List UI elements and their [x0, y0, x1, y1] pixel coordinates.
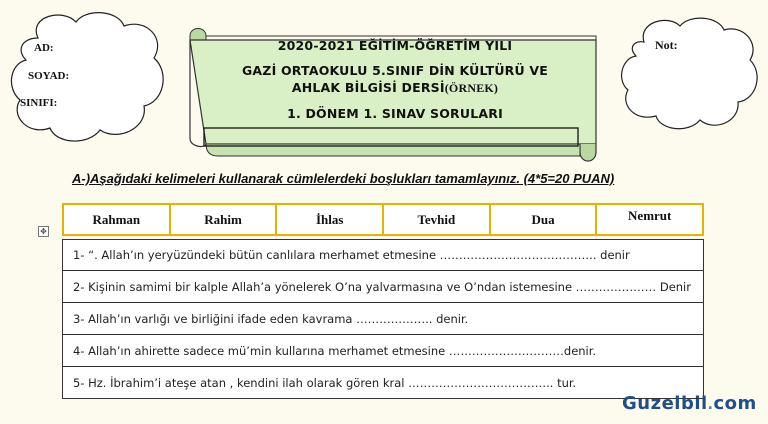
question-row: 3- Allah’ın varlığı ve birliğini ifade eden kavrama ……………….. denir. [62, 303, 704, 335]
site-logo [622, 393, 757, 414]
school-course-title: GAZİ ORTAOKULU 5.SINIF DİN KÜLTÜRÜ VE [241, 63, 549, 78]
surname-label: SOYAD: [28, 70, 70, 82]
school-year-title: 2020-2021 EĞİTİM-ÖĞRETİM YILI [277, 38, 513, 53]
class-label: SINIFI: [20, 97, 58, 109]
word-bank-cell: Dua [491, 205, 598, 234]
question-row: 2- Kişinin samimi bir kalple Allah’a yönelerek O’na yalvarmasına ve O’ndan istemesine ………………… Denir [62, 271, 704, 303]
word-bank-cell: Rahman [64, 205, 171, 234]
question-row: 4- Allah’ın ahirette sadece mü’min kullarına merhamet etmesine …………………………denir. [62, 335, 704, 367]
section-a-instructions: A-)Aşağıdaki kelimeleri kullanarak cümlelerdeki boşlukları tamamlayınız. (4*5=20 PUAN) [72, 171, 615, 186]
course-subtitle-main: AHLAK BİLGİSİ DERSİ [291, 80, 445, 95]
word-bank-cell: İhlas [277, 205, 384, 234]
logo-dot: . [707, 397, 714, 413]
name-label: AD: [34, 42, 54, 54]
course-subtitle [205, 80, 585, 96]
logo-name: Guzelbil [622, 393, 708, 414]
word-bank-table [62, 203, 704, 236]
table-move-handle-icon[interactable]: ✥ [38, 226, 49, 237]
logo-tld: com [713, 393, 757, 414]
word-bank-cell: Tevhid [384, 205, 491, 234]
question-row: 5- Hz. İbrahim’i ateşe atan , kendini ilah olarak gören kral ……………………………….. tur. [62, 367, 704, 399]
question-row: 1- “. Allah’ın yeryüzündeki bütün canlılara merhamet etmesine ………………………………….. denir [62, 239, 704, 271]
note-cloud [618, 14, 758, 132]
word-bank-cell: Rahim [171, 205, 278, 234]
exam-title: 1. DÖNEM 1. SINAV SORULARI [287, 106, 503, 121]
note-label: Not: [655, 38, 678, 52]
sample-tag: (ÖRNEK) [444, 81, 499, 95]
word-bank-cell: Nemrut [628, 208, 672, 223]
